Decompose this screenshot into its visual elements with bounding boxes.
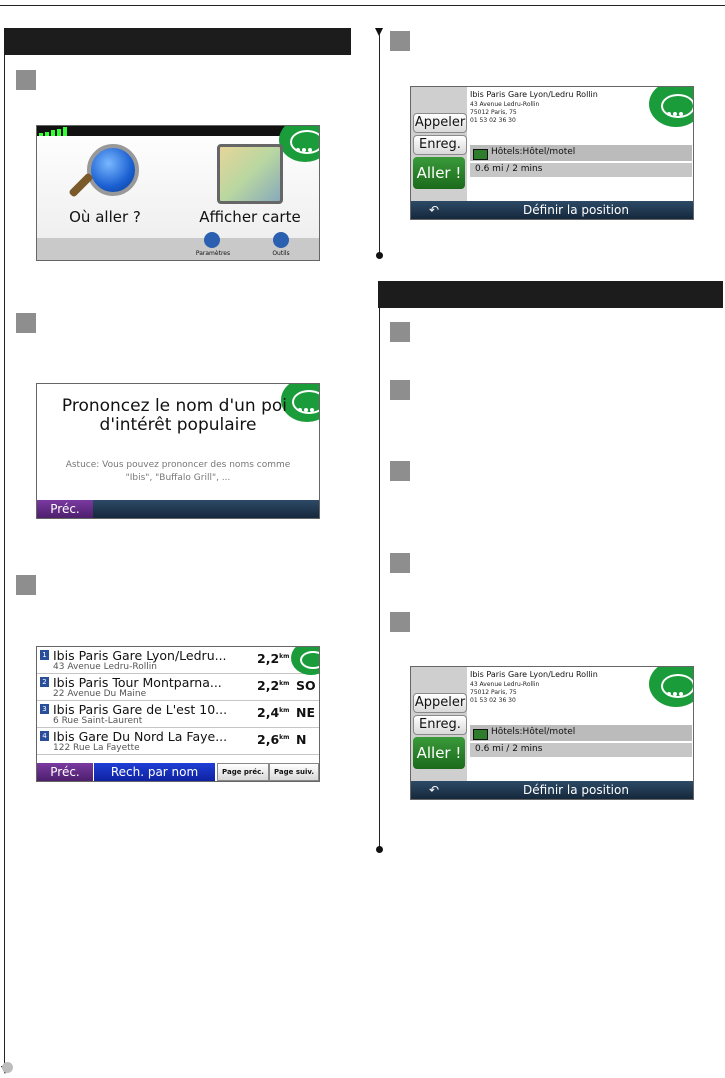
prompt-line-1: Prononcez le nom d'un poi (61, 396, 287, 416)
poi-phone: 01 53 02 36 30 (470, 697, 516, 704)
flow-line-left (4, 55, 5, 1068)
flow-end-dot (376, 846, 383, 853)
tools-label[interactable]: Outils (272, 250, 290, 257)
tip-line-1: Astuce: Vous pouvez prononcer des noms comme (65, 460, 291, 470)
device-screen-results (36, 646, 320, 782)
voice-command-icon[interactable] (649, 86, 694, 127)
tip-line-2: "Ibis", "Buffalo Grill", ... (125, 473, 231, 483)
step-marker-6 (390, 380, 410, 400)
settings-label[interactable]: Paramètres (195, 250, 231, 257)
map-icon (217, 144, 283, 204)
voice-command-icon[interactable] (279, 125, 320, 162)
result-address: 43 Avenue Ledru-Rollin (53, 662, 157, 672)
result-number: 1 (40, 650, 49, 660)
go-button[interactable]: Aller ! (413, 737, 465, 769)
device-screen-poi-detail-2 (410, 666, 694, 800)
section-bar-right (378, 281, 723, 308)
step-marker-7 (390, 461, 410, 481)
distance-label: 0.6 mi / 2 mins (475, 744, 543, 754)
set-position-button[interactable]: Définir la position (523, 203, 629, 217)
result-name: Ibis Gare Du Nord La Faye... (53, 729, 228, 744)
btn-where-to-label[interactable]: Où aller ? (69, 208, 141, 226)
result-number: 2 (40, 677, 49, 687)
magnifier-handle (68, 172, 93, 197)
flow-end-dot (376, 252, 383, 259)
result-row[interactable] (37, 728, 319, 755)
prompt-line-2: d'intérêt populaire (99, 415, 257, 435)
result-row[interactable] (37, 647, 319, 674)
result-name: Ibis Paris Gare de L'est 10... (53, 702, 228, 717)
magnifier-icon (87, 144, 139, 196)
result-row[interactable] (37, 701, 319, 728)
result-address: 22 Avenue Du Maine (53, 689, 147, 699)
back-arrow-icon[interactable]: ↶ (428, 203, 440, 217)
distance-row (470, 743, 692, 757)
poi-name: Ibis Paris Gare Lyon/Ledru Rollin (470, 670, 598, 679)
step-marker-2 (16, 313, 36, 333)
poi-name: Ibis Paris Gare Lyon/Ledru Rollin (470, 90, 598, 99)
device-screen-poi-detail (410, 86, 694, 220)
step-marker-4 (390, 31, 410, 51)
step-marker-9 (390, 612, 410, 632)
result-distance: $2,4^{km}$ (257, 705, 290, 720)
hotel-icon (473, 149, 488, 160)
save-button[interactable]: Enreg. (413, 135, 467, 155)
poi-city: 75012 Paris, 75 (470, 689, 517, 696)
result-name: Ibis Paris Gare Lyon/Ledru... (53, 648, 227, 663)
result-distance: $2,2^{km}$ (257, 651, 290, 666)
prev-page-button[interactable]: Page préc. (217, 763, 269, 781)
distance-label: 0.6 mi / 2 mins (475, 164, 543, 174)
call-button[interactable]: Appeler (413, 693, 467, 713)
wrench-icon[interactable] (204, 232, 220, 248)
back-button[interactable]: Préc. (37, 500, 93, 518)
result-address: 122 Rue La Fayette (53, 743, 140, 753)
result-address: 6 Rue Saint-Laurent (53, 716, 143, 726)
result-name: Ibis Paris Tour Montparna... (53, 675, 222, 690)
search-by-name-button[interactable]: Rech. par nom (94, 763, 215, 781)
section-bar-left (4, 28, 351, 55)
category-label: Hôtels:Hôtel/motel (491, 147, 576, 157)
voice-command-icon[interactable] (649, 666, 694, 707)
result-direction: N (296, 732, 307, 747)
back-button[interactable]: Préc. (37, 763, 93, 781)
step-marker-8 (390, 553, 410, 573)
category-row (470, 725, 692, 741)
poi-phone: 01 53 02 36 30 (470, 117, 516, 124)
signal-bars-icon (39, 127, 71, 136)
step-marker-5 (390, 322, 410, 342)
step-marker-1 (16, 70, 36, 90)
distance-row (470, 163, 692, 177)
status-bar (37, 126, 319, 136)
poi-city: 75012 Paris, 75 (470, 109, 517, 116)
set-position-button[interactable]: Définir la position (523, 783, 629, 797)
flow-line-right-bottom (379, 308, 380, 848)
device-screen-main-menu (36, 125, 320, 261)
next-page-button[interactable]: Page suiv. (269, 763, 319, 781)
poi-address: 43 Avenue Ledru-Rollin (470, 101, 540, 108)
toolbox-icon[interactable] (273, 232, 289, 248)
hotel-icon (473, 729, 488, 740)
result-direction: SO (296, 678, 316, 693)
poi-address: 43 Avenue Ledru-Rollin (470, 681, 540, 688)
header-rule (0, 5, 725, 6)
save-button[interactable]: Enreg. (413, 715, 467, 735)
call-button[interactable]: Appeler (413, 113, 467, 133)
go-button[interactable]: Aller ! (413, 157, 465, 189)
result-distance: $2,6^{km}$ (257, 732, 290, 747)
flow-line-right-top (379, 34, 380, 254)
result-direction: NE (296, 705, 316, 720)
step-marker-3 (16, 575, 36, 595)
result-number: 4 (40, 731, 49, 741)
result-row[interactable] (37, 674, 319, 701)
device-screen-voice-prompt (36, 383, 320, 519)
back-arrow-icon[interactable]: ↶ (428, 783, 440, 797)
btn-view-map-label[interactable]: Afficher carte (199, 208, 301, 226)
page-corner-dot (2, 1062, 13, 1073)
category-label: Hôtels:Hôtel/motel (491, 727, 576, 737)
result-number: 3 (40, 704, 49, 714)
category-row (470, 145, 692, 161)
result-distance: $2,2^{km}$ (257, 678, 290, 693)
